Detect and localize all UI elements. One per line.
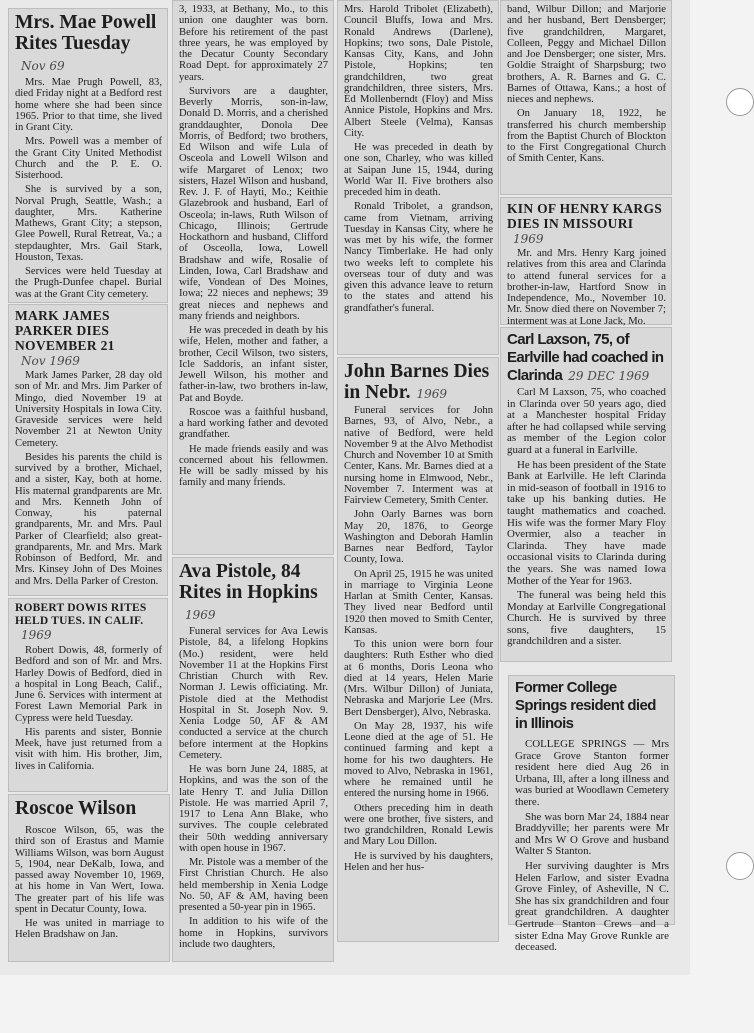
article-body bbox=[344, 405, 493, 873]
article-paragraph: 3, 1933, at Bethany, Mo., to this union one daughter was born. Before his retirement of the past three years, he was employed by the Decatur County Secondary Road Dept. for approximately 27 years. bbox=[179, 4, 328, 83]
clipping-mark-parker bbox=[8, 304, 168, 596]
article-body bbox=[179, 626, 328, 950]
clipping-ava-pistole-continued bbox=[337, 0, 499, 355]
article-body bbox=[344, 4, 493, 314]
handwritten-date: 29 DEC 1969 bbox=[568, 369, 650, 383]
article-paragraph: On January 18, 1922, he transferred his church membership from the Baptist Church of Blockton to the First Congregational Church of Smith Center, Kans. bbox=[507, 108, 666, 165]
handwritten-date: Nov 69 bbox=[21, 59, 65, 73]
headline-text: Mrs. Mae Powell Rites Tuesday bbox=[15, 12, 157, 54]
article-paragraph: On May 28, 1937, his wife Leone died at the age of 51. He continued farming and kept a home for his two daughters. He moved to Alvo, Nebraska in 1961, where he remained until he entered the nursing home in 1966. bbox=[344, 720, 493, 800]
clipping-mae-powell bbox=[8, 8, 168, 303]
article-paragraph: She was born Mar 24, 1884 near Braddyville; her parents were Mr and Mrs W O Grove and husband Walter S Stanton. bbox=[515, 810, 669, 858]
article-paragraph: Besides his parents the child is survived by a brother, Michael, and a sister, Kay, both at home. His maternal grandparents are Mr. and Mrs. Kenneth John of Conway, his paternal grandparents, Mr. and Mrs. Paul Parker of Clearfield; also great-grandparents, Mr. and Mrs. Mark Robinson of Bedford, Mr. and Mrs. Kinsey John of Des Moines and Mrs. Della Parker of Creston. bbox=[15, 451, 162, 587]
article-body bbox=[507, 387, 666, 648]
article-paragraph: Mark James Parker, 28 day old son of Mr. and Mrs. Jim Parker of Mingo, died November 19 at University Hospitals in Iowa City. Graveside services were held November 21 at Newton Unity Cemetery. bbox=[15, 370, 162, 449]
article-paragraph: Others preceding him in death were one brother, five sisters, and two grandchildren, Ronald Lewis and Mary Lou Dillon. bbox=[344, 802, 493, 848]
article-paragraph: Mrs. Mae Prugh Powell, 83, died Friday night at a Bedford rest home where she had been since 1965. Prior to that time, she lived in Grant City. bbox=[15, 77, 162, 133]
headline-text: KIN OF HENRY KARGS DIES IN MISSOURI bbox=[507, 201, 663, 231]
clipping-ava-pistole bbox=[172, 557, 334, 962]
headline bbox=[507, 201, 666, 246]
clipping-roscoe-wilson-continued bbox=[172, 0, 334, 555]
article-paragraph: She is survived by a son, Norval Prugh, Seattle, Wash.; a daughter, Mrs. Katherine Mathews, Grant City; a stepson, Glee Powell, Rural Retreat, Va.; a stepdaughter, Mrs. Gail Stark, Houston, Texas. bbox=[15, 184, 162, 263]
headline bbox=[15, 602, 162, 643]
article-paragraph: He was born June 24, 1885, at Hopkins, and was the son of the late Henry T. and Julia Dillon Pistole. He was married April 7, 1917 to Lena Ann Blake, who survives. The couple celebrated their 50th wedding anniversary with open house in 1967. bbox=[179, 764, 328, 854]
article-paragraph: Funeral services for John Barnes, 93, of Alvo, Nebr., a native of Bedford, were held November 9 at the Alvo Methodist Church and November 10 at Smith Center, Kans. Mr. Barnes died at a nursing home in Elmwood, Nebr., November 7. Interment was at Fairview Cemetery, Smith Center. bbox=[344, 405, 493, 506]
headline-text: John Barnes Dies in Nebr. bbox=[344, 361, 490, 403]
handwritten-date: 1969 bbox=[513, 232, 544, 246]
article-paragraph: He made friends easily and was concerned about his fellowmen. He will be sadly missed by his family and many friends. bbox=[179, 443, 328, 489]
article-body bbox=[15, 645, 162, 772]
article-paragraph: In addition to his wife of the home in Hopkins, survivors include two daughters, bbox=[179, 916, 328, 950]
clipping-robert-dowis bbox=[8, 598, 168, 792]
article-paragraph: He is survived by his daughters, Helen and her hus- bbox=[344, 850, 493, 873]
article-paragraph: The funeral was being held this Monday at Earlville Congregational Church. He is survived by three sons, five daughters, 15 grandchildren and a sister. bbox=[507, 589, 666, 648]
article-paragraph: On April 25, 1915 he was united in marriage to Virginia Leone Harlan at Smith Center, Kansas. They lived near Bedford until 1920 then moved to Smith Center, Kansas. bbox=[344, 568, 493, 636]
clipping-john-barnes-continued bbox=[500, 0, 672, 195]
article-paragraph: Roscoe Wilson, 65, was the third son of Erastus and Mamie Williams Wilson, was born August 5, 1904, near DeKalb, Iowa, and passed away November 10, 1969, at his home in Van Wert, Iowa. The greater part of his life was spent in Decatur County, Iowa. bbox=[15, 825, 164, 915]
punch-hole bbox=[726, 852, 754, 880]
article-body bbox=[515, 739, 669, 954]
headline-text: Roscoe Wilson bbox=[15, 798, 137, 819]
article-paragraph: He was preceded in death by one son, Charley, who was killed at Saipan June 15, 1944, during World War II. Five brothers also preceded him in death. bbox=[344, 142, 493, 198]
headline-text: MARK JAMES PARKER DIES NOVEMBER 21 bbox=[15, 308, 115, 353]
article-paragraph: He has been president of the State Bank at Earlville. He left Clarinda in mid-season of football in 1916 to take up his banking duties. He taught mathematics and coached. His wife was the former Mary Floy Overmier, also a teacher in Clarinda. They have made occasional visits to Clarinda during the years. She was named Iowa Mother of the Year for 1963. bbox=[507, 458, 666, 587]
handwritten-date: 1969 bbox=[416, 387, 448, 401]
article-paragraph: Mr. and Mrs. Henry Karg joined relatives from this area and Clarinda to attend funeral services for a brother-in-law, Hartford Snow in Independence, Mo., November 10. Mr. Snow died there on November 7; interment was at Lone Jack, Mo. bbox=[507, 248, 666, 327]
handwritten-date: Nov 1969 bbox=[21, 354, 80, 368]
clipping-roscoe-wilson bbox=[8, 794, 170, 962]
article-paragraph: Robert Dowis, 48, formerly of Bedford and son of Mr. and Mrs. Harley Dowis of Bedford, died in a hospital in Long Beach, Calif., June 6. Services with interment at Forest Lawn Memorial Park in Cypress were held Tuesday. bbox=[15, 645, 162, 724]
article-paragraph: To this union were born four daughters: Ruth Esther who died at 6 months, Doris Leona who died at 14 years, Helen Marie (Mrs. Wilbur Dillon) of Juniata, Nebraska and Marjorie Lee (Mrs. Bert Densberger), Alvo, Nebraska. bbox=[344, 639, 493, 718]
handwritten-date: 1969 bbox=[21, 628, 52, 642]
handwritten-date: 1969 bbox=[185, 608, 216, 622]
article-paragraph: Funeral services for Ava Lewis Pistole, 84, a lifelong Hopkins (Mo.) resident, were held November 11 at the Hopkins First Christian Church with Rev. Norman J. Lewis officiating. Mr. Pistole died at the Methodist Hospital in St. Joseph Nov. 9. Xenia Lodge 50, AF & AM conducted a service at the church before interment at the Hopkins Cemetery. bbox=[179, 626, 328, 761]
article-paragraph: Carl M Laxson, 75, who coached in Clarinda over 50 years ago, died at a Manchester hospital Friday after he had collapsed while serving as member of the Legion color guard at a funeral in Earlville. bbox=[507, 386, 666, 456]
article-paragraph: Ronald Tribolet, a grandson, came from Vietnam, arriving Tuesday in Kansas City, where he was met by his wife, the former Nancy Timberlake. He had only two weeks left to complete his overseas tour of duty and was given this advance leave to return to the states and attend his grandfather's funeral. bbox=[344, 201, 493, 314]
article-paragraph: His parents and sister, Bonnie Meek, have just returned from a visit with him. His brother, Jim, lives in California. bbox=[15, 726, 162, 772]
article-body bbox=[15, 77, 162, 300]
article-paragraph: John Oarly Barnes was born May 20, 1876, to George Washington and Deborah Hamlin Barnes near Bedford, Taylor County, Iowa. bbox=[344, 509, 493, 566]
article-paragraph: band, Wilbur Dillon; and Marjorie and her husband, Bert Densberger; five grandchildren, Margaret, Colleen, Peggy and Michael Dillon and Joe Densberger; one sister, Mrs. Goldie Straight of Sharpsburg; two brothers, A. R. Barnes and G. C. Barnes of Ottawa, Kans.; a host of nieces and nephews. bbox=[507, 4, 666, 105]
headline-text: Carl Laxson, 75, of Earlville had coached in Clarinda bbox=[507, 331, 664, 384]
article-paragraph: Mrs. Powell was a member of the Grant City United Methodist Church and the P. E. O. Sisterhood. bbox=[15, 136, 162, 181]
headline-text: ROBERT DOWIS RITES HELD TUES. IN CALIF. bbox=[15, 602, 147, 627]
headline bbox=[15, 12, 162, 75]
headline-text: Former College Springs resident died in Illinois bbox=[515, 679, 656, 732]
article-paragraph: Services were held Tuesday at the Prugh-Dunfee chapel. Burial was at the Grant City cemetery. bbox=[15, 266, 162, 300]
clipping-college-springs bbox=[508, 675, 675, 954]
punch-hole bbox=[726, 88, 754, 116]
article-body bbox=[15, 825, 164, 941]
headline bbox=[515, 679, 669, 733]
article-body bbox=[179, 4, 328, 489]
clipping-john-barnes bbox=[337, 357, 499, 942]
article-paragraph: He was united in marriage to Helen Bradshaw on Jan. bbox=[15, 918, 164, 941]
clipping-henry-kargs bbox=[500, 197, 672, 325]
headline bbox=[344, 361, 493, 403]
article-paragraph: Survivors are a daughter, Beverly Morris, son-in-law, Donald D. Morris, and a cherished granddaughter, Donola Dee Morris, of Bedford; two brothers, Ed Wilson and wife Lula of Osceola and Lowell Wilson and wife Margaret of Lenox; two sisters, Hazel Wilson and husband, Rev. J. F. of Hayti, Mo.; Keithie Glazebrook and husband, Earl of Osceola; in-laws, Ruth Wilson of Chicago, Illinois; Gertrude Hockathorn and husband, Clifford of Osceolla, Iowa, Lowell Bradshaw and wife, Rosalie of Linden, Iowa, Carl Bradshaw and wife, Vondean of Des Moines, Iowa; 22 nieces and nephews; 39 great nieces and nephews and many friends and neighbors. bbox=[179, 85, 328, 322]
headline bbox=[179, 561, 328, 624]
article-body bbox=[15, 370, 162, 587]
headline bbox=[15, 308, 162, 368]
article-paragraph: Her surviving daughter is Mrs Helen Farlow, and sister Evadna Grove Finley, of Asheville, N C. She has six grandchildren and four great grandchildren. A daughter Gertrude Stanton Crews and a sister Edna May Grove Runkle are deceased. bbox=[515, 859, 669, 954]
article-paragraph: Roscoe was a faithful husband, a hard working father and devoted grandfather. bbox=[179, 406, 328, 441]
article-paragraph: COLLEGE SPRINGS — Mrs Grace Grove Stanton former resident here died Aug 26 in Urbana, Ill, after a long illness and was buried at Woodlawn Cemetery there. bbox=[515, 738, 669, 808]
headline-text: Ava Pistole, 84 Rites in Hopkins bbox=[179, 561, 318, 603]
headline bbox=[15, 798, 164, 819]
article-body bbox=[507, 4, 666, 165]
article-body bbox=[507, 248, 666, 327]
article-paragraph: He was preceded in death by his wife, Helen, mother and father, a brother, Cecil Wilson, two sisters, Icle Saddoris, an infant sister, Jewell Wilson, his mother and father-in-law, two brothers in-law, Pat and Boyde. bbox=[179, 325, 328, 404]
article-paragraph: Mrs. Harold Tribolet (Elizabeth), Council Bluffs, Iowa and Mrs. Ronald Andrews (Darlene), Hopkins; two sons, Dale Pistole, Kansas City, Kans, and John Pistole, Hopkins; ten grandchildren, two great grandchildren, three sisters, Mrs. Ed Mollenberndt (Floy) and Miss Annice Pistole, Hopkins and Mrs. Albert Steele (Velma), Kansas City. bbox=[344, 4, 493, 139]
clipping-carl-laxson bbox=[500, 327, 672, 662]
article-paragraph: Mr. Pistole was a member of the First Christian Church. He also held membership in Xenia Lodge No. 50, AF & AM, having been presented a 50-year pin in 1965. bbox=[179, 857, 328, 913]
headline bbox=[507, 331, 666, 385]
